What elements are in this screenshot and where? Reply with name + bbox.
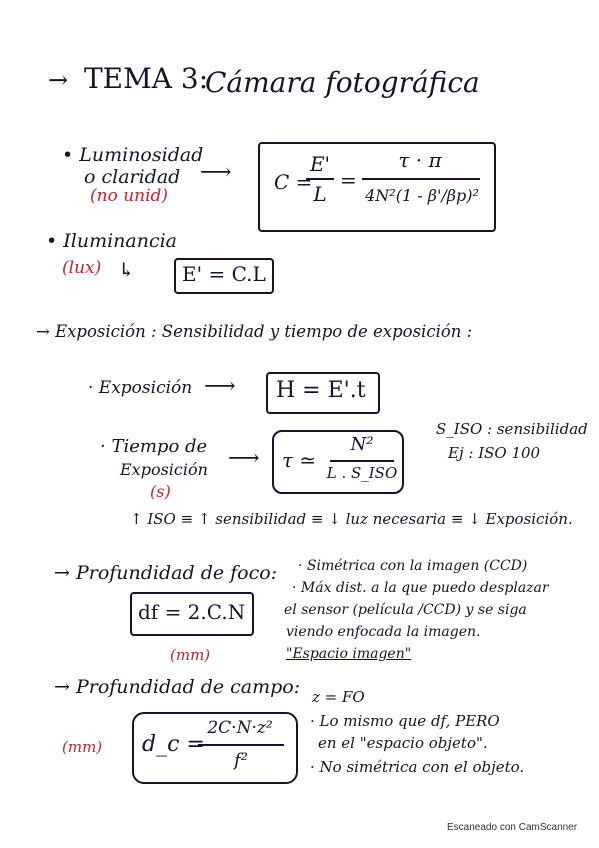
foco-formula: df = 2.C.N xyxy=(138,600,246,624)
campo-note-1: · Lo mismo que df, PERO xyxy=(310,712,500,730)
foco-note-2: · Máx dist. a la que puedo desplazar xyxy=(292,580,549,596)
campo-note-z: z = FO xyxy=(312,688,365,706)
tiempo-num: N² xyxy=(350,434,374,455)
iluminancia-formula: E' = C.L xyxy=(182,262,266,286)
tiempo-lhs: τ ≃ xyxy=(282,448,317,472)
foco-heading: → Profundidad de foco: xyxy=(54,562,278,584)
campo-frac-bar xyxy=(198,744,284,746)
foco-note-4: viendo enfocada la imagen. xyxy=(286,624,481,640)
luminosidad-label: • Luminosidad xyxy=(62,144,204,166)
exposicion-arrow: ⟶ xyxy=(204,374,236,399)
tiempo-note-sensibilidad: S_ISO : sensibilidad xyxy=(436,420,588,438)
iluminancia-label: • Iluminancia xyxy=(46,230,178,252)
title-arrow: → xyxy=(48,66,69,94)
iluminancia-unit: (lux) xyxy=(62,258,102,278)
luminosidad-frac1-den: L xyxy=(313,182,327,206)
foco-unit: (mm) xyxy=(170,646,211,664)
scanner-watermark: Escaneado con CamScanner xyxy=(447,822,578,833)
tiempo-label-2: Exposición xyxy=(120,460,208,479)
luminosidad-frac1-bar xyxy=(306,178,334,180)
luminosidad-frac2-bar xyxy=(362,178,480,180)
tiempo-note-ejemplo: Ej : ISO 100 xyxy=(448,444,541,462)
campo-den: f² xyxy=(234,750,248,771)
campo-note-3: · No simétrica con el objeto. xyxy=(310,758,525,776)
foco-note-1: · Simétrica con la imagen (CCD) xyxy=(298,558,528,574)
title-tema: TEMA 3: xyxy=(84,62,209,95)
luminosidad-arrow: ⟶ xyxy=(200,160,232,185)
luminosidad-frac2-den: 4N²(1 - β'/βp)² xyxy=(365,186,479,205)
exposicion-label: · Exposición xyxy=(88,378,193,398)
tiempo-unit: (s) xyxy=(150,482,171,501)
iso-relation: ↑ ISO ≡ ↑ sensibilidad ≡ ↓ luz necesaria ≡ ↓ Exposición. xyxy=(130,510,573,528)
campo-heading: → Profundidad de campo: xyxy=(54,676,301,698)
iluminancia-arrow: ↳ xyxy=(118,258,135,282)
exposicion-formula: H = E'.t xyxy=(276,378,366,403)
luminosidad-frac2-num: τ · π xyxy=(398,148,442,172)
campo-num: 2C·N·z² xyxy=(207,718,273,738)
foco-note-5: "Espacio imagen" xyxy=(286,646,412,662)
luminosidad-lhs: C = xyxy=(274,170,313,194)
luminosidad-frac1-num: E' xyxy=(309,152,331,176)
foco-note-3: el sensor (película /CCD) y se siga xyxy=(284,602,527,618)
tiempo-frac-bar xyxy=(330,460,394,462)
campo-lhs: d_c = xyxy=(142,732,205,757)
tiempo-arrow: ⟶ xyxy=(228,446,260,471)
claridad-label: o claridad xyxy=(84,166,181,188)
tiempo-label-1: · Tiempo de xyxy=(100,436,208,457)
campo-note-2: en el "espacio objeto". xyxy=(318,734,488,752)
luminosidad-eq: = xyxy=(340,168,357,192)
tiempo-den: L . S_ISO xyxy=(326,464,398,482)
title-name: Cámara fotográfica xyxy=(205,66,480,99)
campo-unit: (mm) xyxy=(62,738,103,756)
luminosidad-unit: (no unid) xyxy=(90,186,169,206)
exposicion-heading: → Exposición : Sensibilidad y tiempo de exposición : xyxy=(36,322,473,341)
